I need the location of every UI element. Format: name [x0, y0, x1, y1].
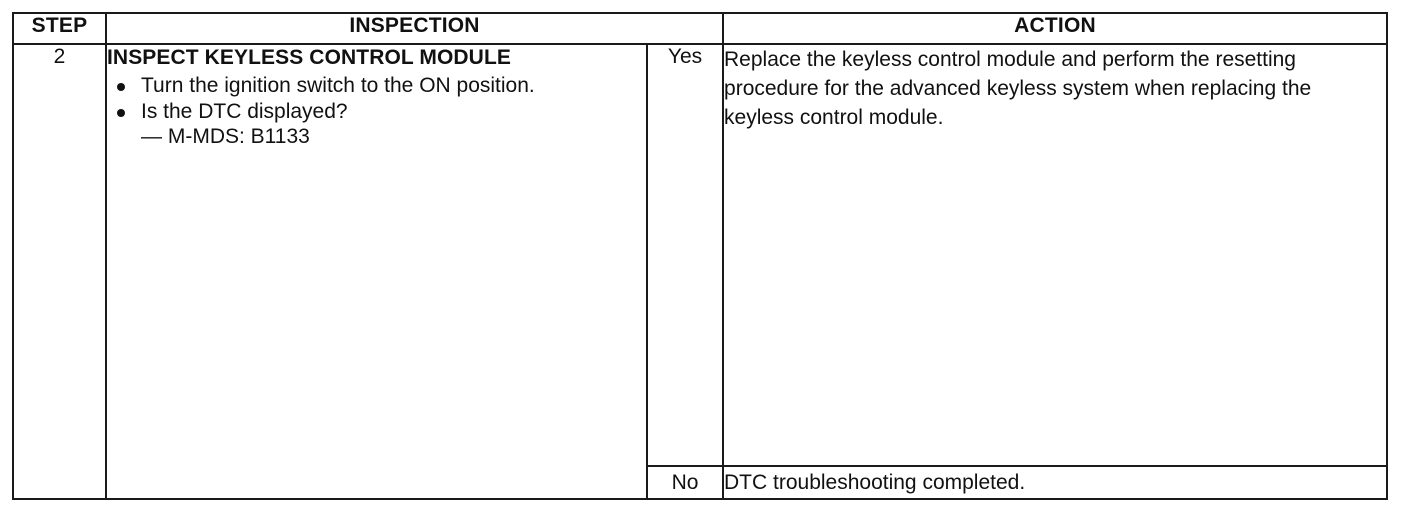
action-column-header: ACTION [723, 13, 1387, 44]
inspection-title: INSPECT KEYLESS CONTROL MODULE [107, 46, 511, 69]
inspection-bullet-list [107, 73, 646, 125]
inspection-column-header: INSPECTION [106, 13, 723, 44]
inspection-bullet-text: Is the DTC displayed? [141, 100, 348, 123]
step-row-yes [13, 44, 1387, 466]
bullet-dot-icon [117, 109, 125, 117]
yes-label-cell: Yes [647, 44, 723, 466]
yes-action-cell: Replace the keyless control module and perform the resetting procedure for the advanced keyless system when replacing the keyless control module. [723, 44, 1387, 466]
header-row [13, 13, 1387, 44]
dtc-code-sub-item: — M-MDS: B1133 [141, 125, 310, 148]
no-action-cell: DTC troubleshooting completed. [723, 466, 1387, 499]
step-column-header: STEP [13, 13, 106, 44]
step-number-cell: 2 [13, 44, 106, 499]
bullet-dot-icon [117, 83, 125, 91]
inspection-bullet-item [107, 99, 646, 125]
diagnostic-procedure-sheet [12, 12, 1386, 498]
inspection-bullet-text: Turn the ignition switch to the ON position. [141, 74, 535, 97]
inspection-bullet-item [107, 73, 646, 99]
no-label-cell: No [647, 466, 723, 499]
diagnostic-table [12, 12, 1388, 500]
inspection-cell [106, 44, 647, 499]
